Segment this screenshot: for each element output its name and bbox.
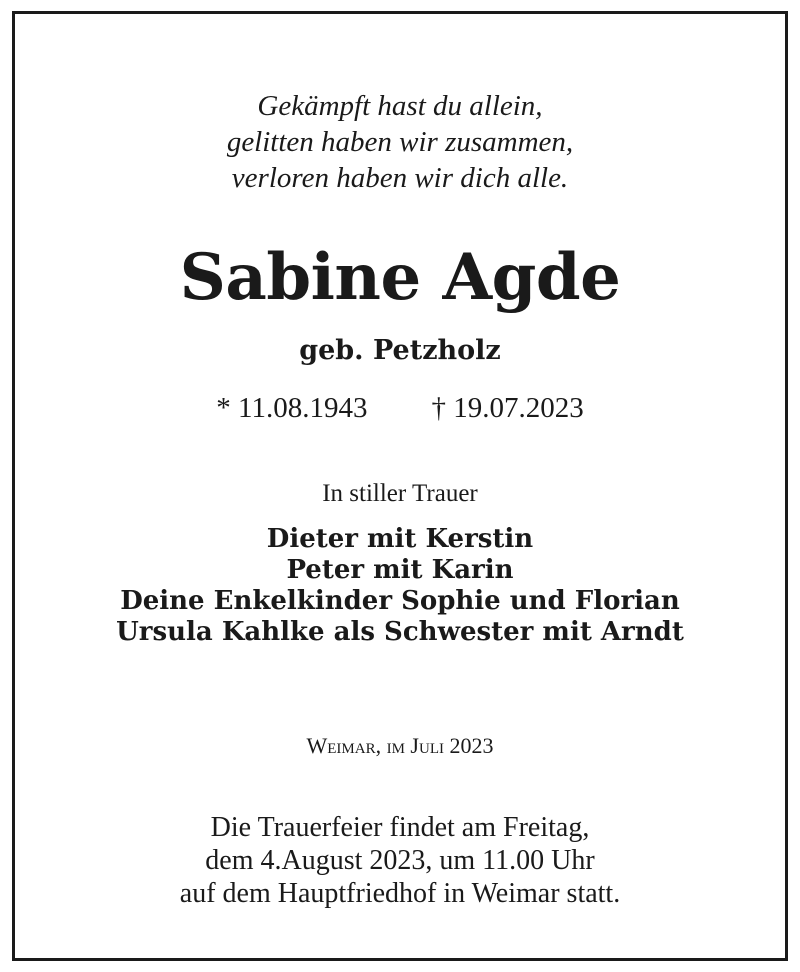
life-dates	[0, 390, 800, 426]
mourner: Peter mit Karin	[286, 555, 514, 585]
mourner: Dieter mit Kerstin	[266, 524, 534, 554]
poem-line: Gekämpft hast du allein,	[257, 90, 543, 122]
funeral-service-info	[0, 811, 800, 910]
mourner: Ursula Kahlke als Schwester mit Arndt	[116, 617, 684, 647]
maiden-name: geb. Petzholz	[299, 335, 501, 366]
mourners-list	[0, 524, 800, 648]
service-line: dem 4.August 2023, um 11.00 Uhr	[205, 845, 595, 876]
birth-date: * 11.08.1943	[216, 392, 368, 424]
deceased-name: Sabine Agde	[179, 240, 621, 315]
place-and-date: Weimar, im Juli 2023	[306, 733, 494, 758]
service-line: auf dem Hauptfriedhof in Weimar statt.	[179, 878, 621, 909]
poem-line: verloren haben wir dich alle.	[231, 162, 569, 194]
death-date: † 19.07.2023	[431, 392, 584, 424]
service-line: Die Trauerfeier findet am Freitag,	[210, 812, 590, 843]
mourner: Deine Enkelkinder Sophie und Florian	[120, 586, 680, 616]
poem	[0, 88, 800, 196]
mourning-intro: In stiller Trauer	[322, 480, 478, 507]
poem-line: gelitten haben wir zusammen,	[226, 126, 574, 158]
